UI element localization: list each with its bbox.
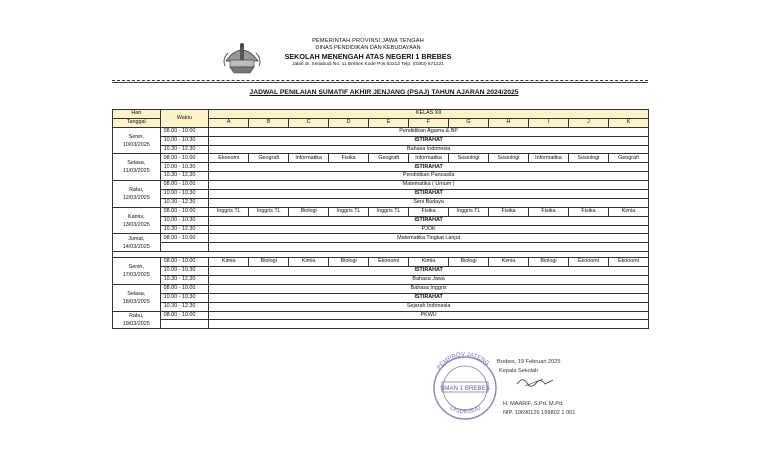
break-cell: ISTIRAHAT (209, 293, 649, 302)
subject-cell: Fisika (568, 207, 608, 216)
header-waktu: Waktu (160, 110, 209, 128)
table-row (113, 127, 649, 136)
subject-cell: Informatika (289, 154, 329, 163)
header-school-name: SEKOLAH MENENGAH ATAS NEGERI 1 BREBES (284, 52, 452, 61)
subject-cell: Kimia (209, 258, 249, 267)
time-cell: 10.00 - 10.30 (160, 216, 209, 225)
subject-cell: Biologi (329, 258, 369, 267)
school-stamp-icon (425, 350, 505, 420)
time-cell: 08.00 - 10.00 (160, 127, 209, 136)
day-cell (113, 234, 161, 252)
header-class: F (409, 118, 449, 127)
subject-cell: Kimia (409, 258, 449, 267)
subject-cell: Ekonomi (608, 258, 648, 267)
header-class: J (568, 118, 608, 127)
time-cell: 08.00 - 10.00 (160, 284, 209, 293)
provincial-emblem-icon (222, 41, 262, 75)
day-cell (113, 207, 161, 234)
subject-cell: Informatika (409, 154, 449, 163)
table-row (113, 284, 649, 293)
subject-cell: Matematika Tingkat Lanjut (209, 234, 649, 243)
stamp-bottom-text: DISDIKBUD (448, 405, 483, 416)
header-address: Jalan dr. Setiabudi No. 11 Brebes Kode Pos 52212 Telp. (0283) 671221 (292, 62, 444, 67)
day-cell (113, 154, 161, 181)
table-row (113, 136, 649, 145)
subject-cell: Ekonomi (568, 258, 608, 267)
time-cell: 08.00 - 10.00 (160, 311, 209, 320)
subject-cell: Sosiologi (449, 154, 489, 163)
signature-name: H. MAARIF, S.Pd, M.Pd. (503, 401, 564, 407)
day-name: Kamis, (128, 213, 145, 220)
time-cell: 08.00 - 10.00 (160, 181, 209, 190)
svg-text:PEMPROV JATENG (436, 352, 490, 371)
stamp-center-text: SMAN 1 BREBES (440, 385, 490, 392)
day-name: Senin, (128, 133, 144, 140)
header-class: E (369, 118, 409, 127)
header-class: C (289, 118, 329, 127)
day-name: Selasa, (127, 290, 146, 297)
break-cell: ISTIRAHAT (209, 216, 649, 225)
subject-cell: Geografi (369, 154, 409, 163)
signature-role: Kepala Sekolah (499, 368, 539, 374)
subject-cell: Sosiologi (489, 154, 529, 163)
day-name: Selasa, (127, 160, 146, 167)
subject-cell: Biologi (528, 258, 568, 267)
table-row (113, 172, 649, 181)
time-cell: 08.00 - 10.00 (160, 207, 209, 216)
table-row (113, 243, 649, 252)
subject-cell: PKWU (209, 311, 649, 320)
subject-cell: Fisika (329, 154, 369, 163)
break-cell: ISTIRAHAT (209, 267, 649, 276)
header-class: B (249, 118, 289, 127)
subject-cell: Pendidikan Agama & BP (209, 127, 649, 136)
subject-cell: Biologi (289, 207, 329, 216)
table-row (113, 216, 649, 225)
table-row (113, 181, 649, 190)
subject-cell: Fisika (528, 207, 568, 216)
break-cell: ISTIRAHAT (209, 136, 649, 145)
day-date: 10/03/2025 (122, 141, 150, 148)
table-row (113, 207, 649, 216)
subject-cell: Geografi (608, 154, 648, 163)
table-row (113, 145, 649, 154)
subject-cell: Inggris TL (329, 207, 369, 216)
subject-cell: Fisika (489, 207, 529, 216)
subject-cell: Inggris TL (209, 207, 249, 216)
day-cell (113, 258, 161, 285)
day-name: Rabu, (129, 312, 144, 319)
header-tanggal: Tanggal (113, 118, 161, 127)
time-cell: 10.30 - 12.30 (160, 225, 209, 234)
time-cell: 10.00 - 10.30 (160, 190, 209, 199)
day-cell (113, 127, 161, 154)
stamp-top-text: PEMPROV JATENG (436, 351, 490, 372)
subject-cell: Inggris TL (369, 207, 409, 216)
time-cell: 10.30 - 12.30 (160, 198, 209, 207)
time-cell: 10.00 - 10.30 (160, 163, 209, 172)
time-cell: 10.00 - 10.30 (160, 136, 209, 145)
table-row (113, 258, 649, 267)
day-name: Senin, (128, 264, 144, 271)
subject-cell: Kimia (289, 258, 329, 267)
day-date: 14/03/2025 (122, 243, 150, 250)
svg-text:DISDIKBUD (449, 405, 483, 416)
subject-cell: Kimia (489, 258, 529, 267)
letterhead (0, 38, 768, 82)
header-government: PEMERINTAH PROVINSI JAWA TENGAH (312, 38, 424, 44)
subject-cell (209, 243, 649, 252)
subject-cell: Informatika (528, 154, 568, 163)
subject-cell: Inggris TL (249, 207, 289, 216)
table-row (113, 234, 649, 243)
header-department: DINAS PENDIDIKAN DAN KEBUDAYAAN (315, 45, 421, 51)
table-row (113, 320, 649, 329)
header-divider-solid (112, 82, 648, 83)
subject-cell: Pendidikan Pancasila (209, 172, 649, 181)
subject-cell: Bahasa Inggris (209, 284, 649, 293)
table-row (113, 302, 649, 311)
time-cell: 08.00 - 10.00 (160, 154, 209, 163)
header-class: A (209, 118, 249, 127)
time-cell: 10.30 - 12.30 (160, 276, 209, 285)
break-cell: ISTIRAHAT (209, 163, 649, 172)
table-row (113, 198, 649, 207)
time-cell: 10.00 - 10.30 (160, 267, 209, 276)
subject-cell (209, 320, 649, 329)
day-cell (113, 284, 161, 311)
time-cell: 10.30 - 12.30 (160, 172, 209, 181)
subject-cell: Ekonomi (369, 258, 409, 267)
table-header-row (113, 110, 649, 119)
subject-cell: Bahasa Indonesia (209, 145, 649, 154)
header-class: K (608, 118, 648, 127)
subject-cell: Sejarah Indonesia (209, 302, 649, 311)
subject-cell: Fisika (409, 207, 449, 216)
header-class: G (449, 118, 489, 127)
table-row (113, 225, 649, 234)
header-class: D (329, 118, 369, 127)
subject-cell: Biologi (249, 258, 289, 267)
header-kelas: KELAS XII (209, 110, 649, 119)
day-date: 11/03/2025 (123, 168, 150, 175)
table-row (113, 276, 649, 285)
header-class: I (528, 118, 568, 127)
header-class: H (489, 118, 529, 127)
signature-place-date: Brebes, 19 Februari 2025 (497, 359, 561, 365)
day-name: Rabu, (129, 186, 144, 193)
time-cell: 10.30 - 12.30 (160, 145, 209, 154)
day-date: 13/03/2025 (122, 221, 150, 228)
subject-cell: PJOK (209, 225, 649, 234)
day-date: 19/03/2025 (122, 320, 150, 327)
time-cell (160, 243, 209, 252)
table-row (113, 311, 649, 320)
subject-cell: Seni Budaya (209, 198, 649, 207)
time-cell: 10.30 - 12.30 (160, 302, 209, 311)
day-cell (113, 181, 161, 208)
subject-cell: Matematika ( Umum ) (209, 181, 649, 190)
day-date: 17/03/2025 (122, 272, 150, 279)
subject-cell: Inggris TL (449, 207, 489, 216)
break-cell: ISTIRAHAT (209, 190, 649, 199)
header-divider-dashed (112, 80, 648, 81)
table-row (113, 154, 649, 163)
table-row (113, 163, 649, 172)
table-row (113, 190, 649, 199)
time-cell: 10.00 - 10.30 (160, 293, 209, 302)
table-row (113, 267, 649, 276)
subject-cell: Biologi (449, 258, 489, 267)
signature-nip: NIP. 19690126 199802 1 001 (503, 410, 576, 416)
day-date: 18/03/2025 (122, 298, 150, 305)
handwritten-signature-icon (515, 374, 555, 390)
day-name: Jumat, (128, 235, 145, 242)
subject-cell: Geografi (249, 154, 289, 163)
subject-cell: Bahasa Jawa (209, 276, 649, 285)
day-cell (113, 311, 161, 329)
time-cell (160, 320, 209, 329)
time-cell: 08.00 - 10.00 (160, 258, 209, 267)
schedule-table (112, 109, 649, 329)
document-title: JADWAL PENILAIAN SUMATIF AKHIR JENJANG (PSAJ) TAHUN AJARAN 2024/2025 (249, 89, 519, 96)
subject-cell: Kimia (608, 207, 648, 216)
subject-cell: Sosiologi (568, 154, 608, 163)
table-row (113, 293, 649, 302)
day-date: 12/03/2025 (122, 194, 150, 201)
subject-cell: Ekonomi (209, 154, 249, 163)
time-cell: 08.00 - 10.00 (160, 234, 209, 243)
header-hari: Hari (113, 110, 161, 119)
